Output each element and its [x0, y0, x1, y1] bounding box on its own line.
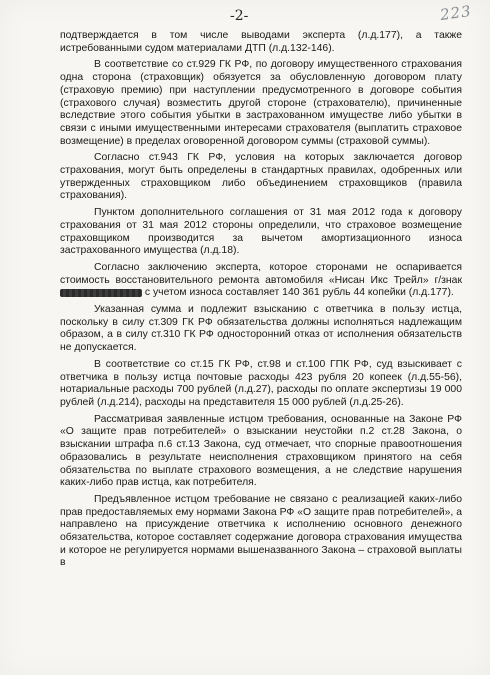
- paragraph-text: с учетом износа составляет 140 361 рубль 44 копейки (л.д.177).: [144, 287, 454, 299]
- paragraph: Указанная сумма и подлежит взысканию с ответчика в пользу истца, поскольку в силу ст.309 ГК РФ обязательства должны исполняться надлежащим образом, а в силу ст.310 ГК РФ односторонний отказ от исполнения обязательств не допускается.: [60, 304, 462, 354]
- paragraph-text: Согласно заключению эксперта, которое сторонами не оспаривается стоимость восстановительного ремонта автомобиля «Нисан Икс Трейл» г/знак: [60, 261, 462, 286]
- paragraph: Пунктом дополнительного соглашения от 31 мая 2012 года к договору страхования от 31 мая 2012 стороны определили, что страховое возмещение страховщиком производится за вычетом амортизационного износа застрахованного имущества (л.д.18).: [60, 207, 462, 257]
- paragraph: Рассматривая заявленные истцом требования, основанные на Законе РФ «О защите прав потребителей» о взыскании неустойки п.2 ст.28 Закона, о взыскании штрафа п.6 ст.13 Закона, суд отмечает, что спорные правоотношения образовались в результате неисполнения страховщиком принятого на себя обязательства по выплате страхового возмещения, а не следствие нарушения каких-либо прав истца, как потребителя.: [60, 413, 462, 489]
- document-body: [60, 30, 462, 574]
- redacted-plate-number: [60, 289, 142, 297]
- paragraph: Предъявленное истцом требование не связано с реализацией каких-либо прав предоставляемых ему нормами Закона РФ «О защите прав потребителей», а направлено на присуждение ответчика к исполнению основного денежного обязательства, которое составляет содержание договора страхования имущества и которое не регулируется нормами вышеназванного Закона – страховой выплаты в: [60, 493, 462, 569]
- paragraph-expert-conclusion: [60, 262, 462, 300]
- handwritten-page-number: 223: [439, 1, 474, 25]
- paragraph: Согласно ст.943 ГК РФ, условия на которых заключается договор страхования, могут быть определены в стандартных правилах, одобренных или утвержденных страховщиком либо объединением страховщиков (правила страхования).: [60, 152, 462, 202]
- paragraph: В соответствие со ст.15 ГК РФ, ст.98 и ст.100 ГПК РФ, суд взыскивает с ответчика в пользу истца почтовые расходы 423 рубля 20 копеек (л.д.55-56), нотариальные расходы 700 рублей (л.д.27), расходы по оплате экспертизы 19 000 рублей (л.д.214), расходы на представителя 15 000 рублей (л.д.25-26).: [60, 358, 462, 408]
- page-number: -2-: [230, 8, 249, 24]
- paragraph: подтверждается в том числе выводами эксперта (л.д.177), а также истребованными судом материалами ДТП (л.д.132-146).: [60, 30, 462, 54]
- paragraph: В соответствие со ст.929 ГК РФ, по договору имущественного страхования одна сторона (страховщик) обязуется за обусловленную договором плату (страховую премию) при наступлении предусмотренного в договоре события (страхового случая) возместить другой стороне (страхователю), причиненные вследствие этого события убытки в застрахованном имуществе либо убытки в связи с иными имущественными интересами страхователя (выплатить страховое возмещение) в пределах оговоренной договором суммы (страховой суммы).: [60, 59, 462, 147]
